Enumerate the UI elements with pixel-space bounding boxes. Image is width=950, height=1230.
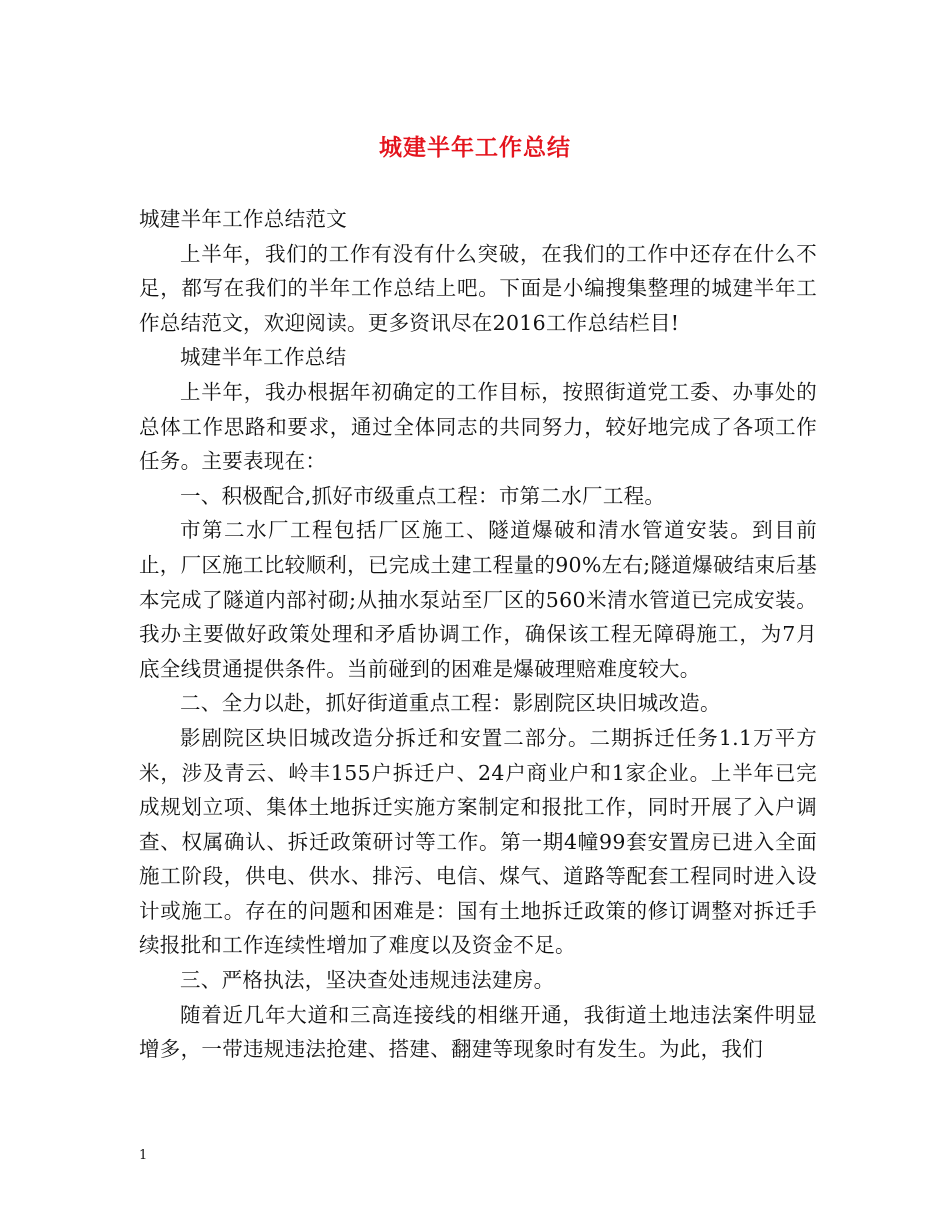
- paragraph: 随着近几年大道和三高连接线的相继开通，我街道土地违法案件明显增多，一带违规违法抢建、搭建、翻建等现象时有发生。为此，我们: [139, 1002, 817, 1062]
- paragraph: 一、积极配合,抓好市级重点工程：市第二水厂工程。: [180, 483, 666, 508]
- page-number: 1: [139, 1148, 148, 1163]
- paragraph: 城建半年工作总结: [180, 345, 347, 370]
- document-title: 城建半年工作总结: [379, 134, 571, 161]
- paragraph: 二、全力以赴，抓好街道重点工程：影剧院区块旧城改造。: [180, 691, 721, 716]
- paragraph: 影剧院区块旧城改造分拆迁和安置二部分。二期拆迁任务1.1万平方米，涉及青云、岭丰155户拆迁户、24户商业户和1家企业。上半年已完成规划立项、集体土地拆迁实施方案制定和报批工作，同时开展了入户调查、权属确认、拆迁政策研讨等工作。第一期4幢99套安置房已进入全面施工阶段，供电、供水、排污、电信、煤气、道路等配套工程同时进入设计或施工。存在的问题和困难是：国有土地拆迁政策的修订调整对拆迁手续报批和工作连续性增加了难度以及资金不足。: [139, 725, 817, 958]
- paragraph: 上半年，我办根据年初确定的工作目标，按照街道党工委、办事处的总体工作思路和要求，通过全体同志的共同努力，较好地完成了各项工作任务。主要表现在：: [139, 379, 817, 474]
- paragraph: 城建半年工作总结范文: [139, 207, 347, 231]
- document-body: [139, 202, 817, 1067]
- paragraph: 市第二水厂工程包括厂区施工、隧道爆破和清水管道安装。到目前止，厂区施工比较顺利，已完成土建工程量的90%左右;隧道爆破结束后基本完成了隧道内部衬砌;从抽水泵站至厂区的560米清水管道已完成安装。我办主要做好政策处理和矛盾协调工作，确保该工程无障碍施工，为7月底全线贯通提供条件。当前碰到的困难是爆破理赔难度较大。: [139, 518, 817, 681]
- paragraph: 三、严格执法，坚决查处违规违法建房。: [180, 968, 555, 993]
- paragraph: 上半年，我们的工作有没有什么突破，在我们的工作中还存在什么不足，都写在我们的半年工作总结上吧。下面是小编搜集整理的城建半年工作总结范文，欢迎阅读。更多资讯尽在2016工作总结栏目!: [139, 241, 817, 335]
